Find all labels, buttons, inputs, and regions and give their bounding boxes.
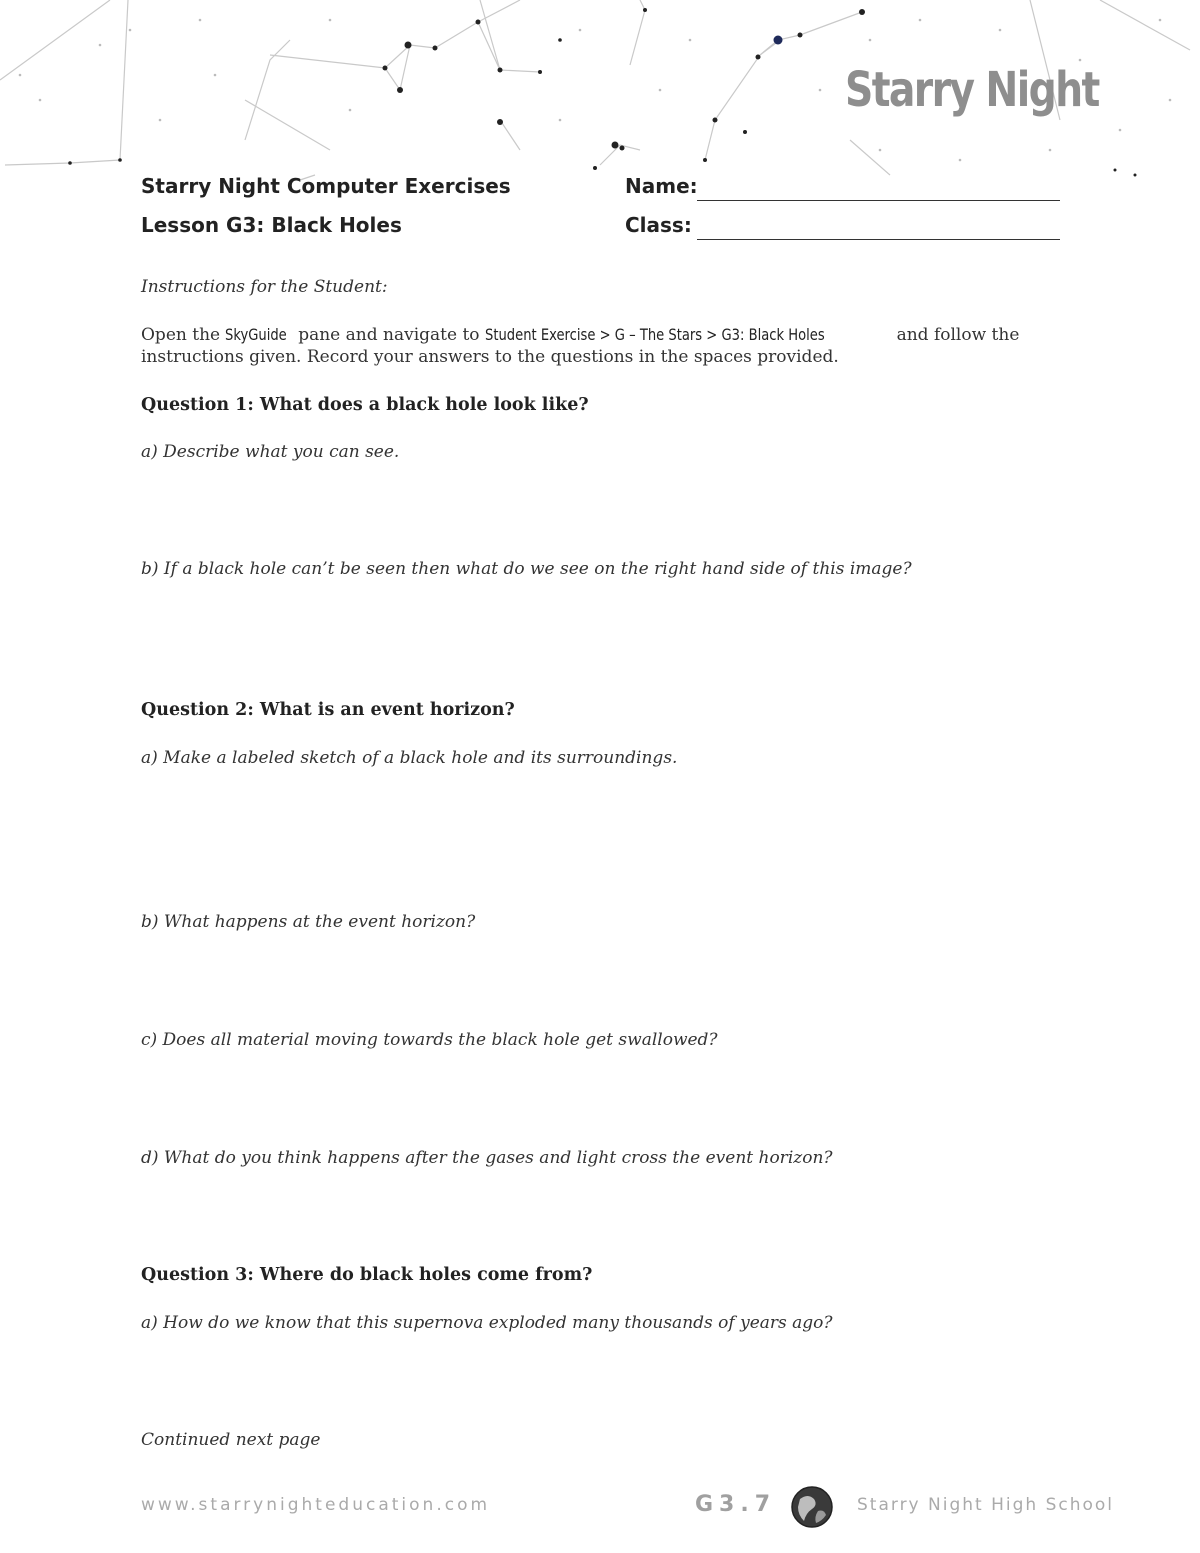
name-label: Name: — [625, 174, 698, 198]
instructions-line-2: instructions given. Record your answers to the questions in the spaces provided. — [141, 347, 839, 367]
question-3a: a) How do we know that this supernova exploded many thousands of years ago? — [141, 1313, 833, 1333]
instr-follow: and follow the — [896, 325, 1020, 345]
class-label: Class: — [625, 213, 692, 237]
exercises-title: Starry Night Computer Exercises — [141, 174, 511, 198]
class-field-line[interactable] — [697, 239, 1060, 240]
brand-logo: Starry Night — [845, 62, 1099, 118]
question-1b: b) If a black hole can’t be seen then what do we see on the right hand side of this image? — [141, 559, 912, 579]
instr-open-the: Open the — [141, 325, 221, 345]
question-2b: b) What happens at the event horizon? — [141, 912, 476, 932]
question-1a: a) Describe what you can see. — [141, 442, 400, 462]
instr-pane-nav: pane and navigate to — [298, 325, 480, 345]
question-2c: c) Does all material moving towards the black hole get swallowed? — [141, 1030, 718, 1050]
lesson-title: Lesson G3: Black Holes — [141, 213, 402, 237]
instructions-line-1 — [141, 325, 1019, 345]
globe-icon — [790, 1485, 834, 1529]
instructions-heading: Instructions for the Student: — [141, 277, 388, 297]
school-name: Starry Night High School — [857, 1495, 1115, 1515]
website-link[interactable]: www.starrynighteducation.com — [141, 1495, 491, 1515]
question-3-title: Question 3: Where do black holes come from? — [141, 1265, 593, 1285]
question-2a: a) Make a labeled sketch of a black hole and its surroundings. — [141, 748, 678, 768]
skyguide-label: SkyGuide — [225, 325, 288, 344]
skyguide-path: Student Exercise > G – The Stars > G3: Black Holes — [484, 325, 825, 344]
continued-note: Continued next page — [141, 1430, 321, 1450]
name-field-line[interactable] — [697, 200, 1060, 201]
question-1-title: Question 1: What does a black hole look like? — [141, 395, 589, 415]
question-2-title: Question 2: What is an event horizon? — [141, 700, 515, 720]
page-code: G3.7 — [695, 1492, 777, 1517]
question-2d: d) What do you think happens after the gases and light cross the event horizon? — [141, 1148, 833, 1168]
